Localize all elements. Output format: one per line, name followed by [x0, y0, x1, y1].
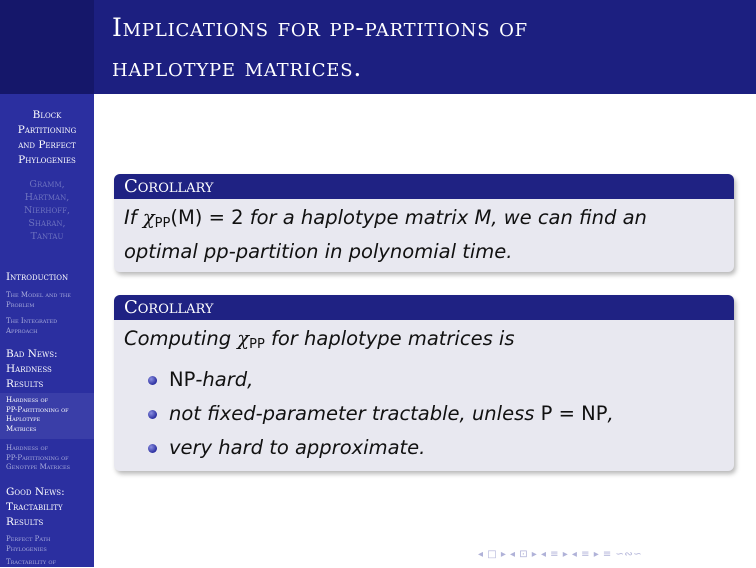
bullet-icon [148, 444, 157, 453]
author-line: Tantau [30, 231, 64, 242]
title-bar [0, 0, 756, 94]
section-label: Results [6, 378, 44, 390]
slide-title-line-1: Implications for pp-partitions of [112, 13, 528, 42]
text: -hard, [195, 368, 254, 391]
section-label: Tractability [6, 501, 63, 513]
section-label: Good News: [6, 486, 65, 498]
beamer-navigation-icons[interactable]: ◂ □ ▸ ◂ ⊡ ▸ ◂ ≡ ▸ ◂ ≡ ▸ ≡ ∽∾∽ [478, 549, 643, 560]
author-line: Hartman, [24, 192, 70, 203]
section-label: Introduction [6, 271, 69, 283]
corollary-list [124, 363, 724, 465]
sidebar-navigation [0, 94, 94, 567]
author-line: Nierhoff, [23, 205, 71, 216]
talk-title[interactable] [0, 108, 94, 168]
sidebar-section-introduction[interactable] [6, 270, 92, 285]
subsection-label: Approach [6, 326, 38, 335]
corollary-line-2: optimal pp-partition in polynomial time. [124, 240, 513, 263]
text: Computing [124, 327, 232, 350]
sidebar-section-good-news[interactable] [6, 485, 92, 530]
bullet-icon [148, 410, 157, 419]
p-equals-np: P = NP [540, 402, 608, 425]
text: very hard to approximate. [169, 436, 426, 459]
text: not fixed-parameter tractable, unless [169, 402, 535, 425]
sidebar-subsection-perfect-path[interactable] [6, 535, 92, 554]
header-corner [0, 0, 94, 94]
section-label: Bad News: [6, 348, 58, 360]
chi-subscript: PP [249, 337, 265, 352]
subsection-label: Hardness of [6, 444, 49, 452]
bullet-icon [148, 376, 157, 385]
corollary-heading: Corollary [114, 295, 734, 320]
subsection-label: Hardness of [6, 396, 49, 404]
equals-two: = 2 [208, 206, 244, 229]
text: for a haplotype matrix M, we can find an [249, 206, 647, 229]
sidebar-subsection-tractability[interactable] [6, 558, 92, 568]
sidebar-subsection-integrated[interactable] [6, 317, 92, 336]
subsection-label: PP-Partitioning of [6, 453, 69, 462]
sidebar-section-bad-news[interactable] [6, 347, 92, 392]
text: for haplotype matrices is [271, 327, 515, 350]
corollary-body [114, 199, 734, 272]
chi-argument: (M) [170, 206, 203, 229]
sidebar-subsection-haplotype[interactable] [6, 396, 92, 434]
subsection-label: Genotype Matrices [6, 463, 71, 471]
talk-title-line: Block [32, 109, 62, 121]
section-label: Results [6, 516, 44, 528]
subsection-label: Tractability of [6, 558, 56, 566]
chi-subscript: PP [154, 216, 171, 231]
slide-title-line-2: haplotype matrices. [112, 53, 363, 82]
corollary-body [114, 320, 734, 471]
slide-title [112, 8, 732, 88]
text: If [124, 206, 137, 229]
author-line: Sharan, [28, 218, 66, 229]
np-term: NP [169, 368, 196, 391]
list-item [124, 363, 724, 397]
talk-authors[interactable] [0, 178, 94, 243]
text: , [607, 402, 614, 425]
corollary-line-1 [124, 204, 724, 238]
subsection-label: The Model and the [6, 291, 71, 299]
list-item [124, 397, 724, 431]
chi-symbol: χ [142, 206, 155, 229]
subsection-label: Haplotype [6, 415, 41, 423]
subsection-label: Problem [6, 300, 35, 309]
chi-symbol: χ [237, 327, 250, 350]
author-line: Gramm, [29, 179, 65, 190]
corollary-intro [124, 325, 724, 359]
corollary-block-1 [114, 174, 734, 272]
subsection-label: The Integrated [6, 317, 58, 325]
talk-title-line: and Perfect [18, 139, 76, 151]
subsection-label: Perfect Path [6, 535, 51, 543]
section-label: Hardness [6, 363, 52, 375]
corollary-block-2 [114, 295, 734, 471]
sidebar-subsection-model[interactable] [6, 291, 92, 310]
talk-title-line: Phylogenies [18, 154, 76, 166]
subsection-label: Matrices [6, 424, 37, 433]
subsection-label: PP-Partitioning of [6, 405, 69, 414]
talk-title-line: Partitioning [17, 124, 77, 136]
corollary-heading: Corollary [114, 174, 734, 199]
list-item [124, 431, 724, 465]
sidebar-subsection-genotype[interactable] [6, 444, 92, 473]
subsection-label: Phylogenies [6, 544, 47, 553]
